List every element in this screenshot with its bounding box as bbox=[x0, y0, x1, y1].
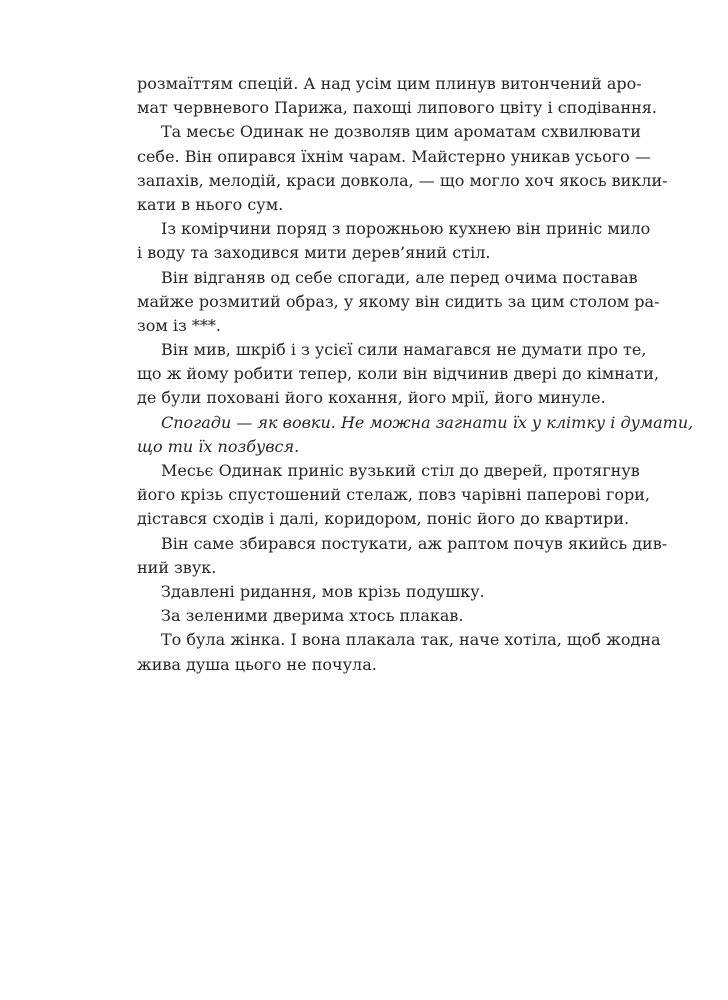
text-line: дістався сходів і далі, коридором, поніс його до квартири. bbox=[137, 509, 630, 529]
text-line: майже розмитий образ, у якому він сидить за цим столом ра- bbox=[137, 291, 660, 311]
text-line: де були поховані його кохання, його мрії, його минуле. bbox=[137, 388, 606, 408]
text-line: розмаїттям спецій. А над усім цим плинув витончений аро- bbox=[137, 74, 642, 93]
text-line: мат червневого Парижа, пахощі липового цвіту і сподівання. bbox=[137, 98, 657, 118]
text-line: Месьє Одинак приніс вузький стіл до дверей, протягнув bbox=[161, 461, 640, 480]
text-line: То була жінка. І вона плакала так, наче хотіла, щоб жодна bbox=[161, 630, 661, 650]
text-line: зом із ***. bbox=[137, 315, 221, 335]
text-line: жива душа цього не почула. bbox=[137, 654, 377, 674]
text-line: його крізь спустошений стелаж, повз чарівні паперові гори, bbox=[137, 485, 650, 505]
italic-text-line: Спогади — як вовки. Не можна загнати їх у клітку і думати, bbox=[161, 412, 694, 432]
text-line: кати в нього сум. bbox=[137, 194, 284, 214]
body-text bbox=[137, 72, 694, 677]
text-line: себе. Він опирався їхнім чарам. Майстерно уникав усього — bbox=[137, 146, 651, 166]
text-line: Він саме збирався постукати, аж раптом почув якийсь див- bbox=[161, 533, 668, 553]
text-line: Та месьє Одинак не дозволяв цим ароматам схвилювати bbox=[161, 122, 641, 142]
italic-text-line: що ти їх позбувся. bbox=[137, 436, 300, 456]
text-line: Здавлені ридання, мов крізь подушку. bbox=[161, 581, 485, 601]
text-line: що ж йому робити тепер, коли він відчинив двері до кімнати, bbox=[137, 364, 660, 384]
text-line: Він мив, шкріб і з усієї сили намагався не думати про те, bbox=[161, 340, 647, 360]
text-line: і воду та заходився мити дерев’яний стіл. bbox=[137, 243, 491, 263]
text-line: За зеленими дверима хтось плакав. bbox=[161, 606, 464, 626]
text-line: Із комірчини поряд з порожньою кухнею він приніс мило bbox=[161, 219, 651, 239]
text-line: Він відганяв од себе спогади, але перед очима поставав bbox=[161, 267, 638, 287]
text-line: ний звук. bbox=[137, 557, 217, 577]
text-line: запахів, мелодій, краси довкола, — що могло хоч якось викли- bbox=[137, 170, 668, 190]
